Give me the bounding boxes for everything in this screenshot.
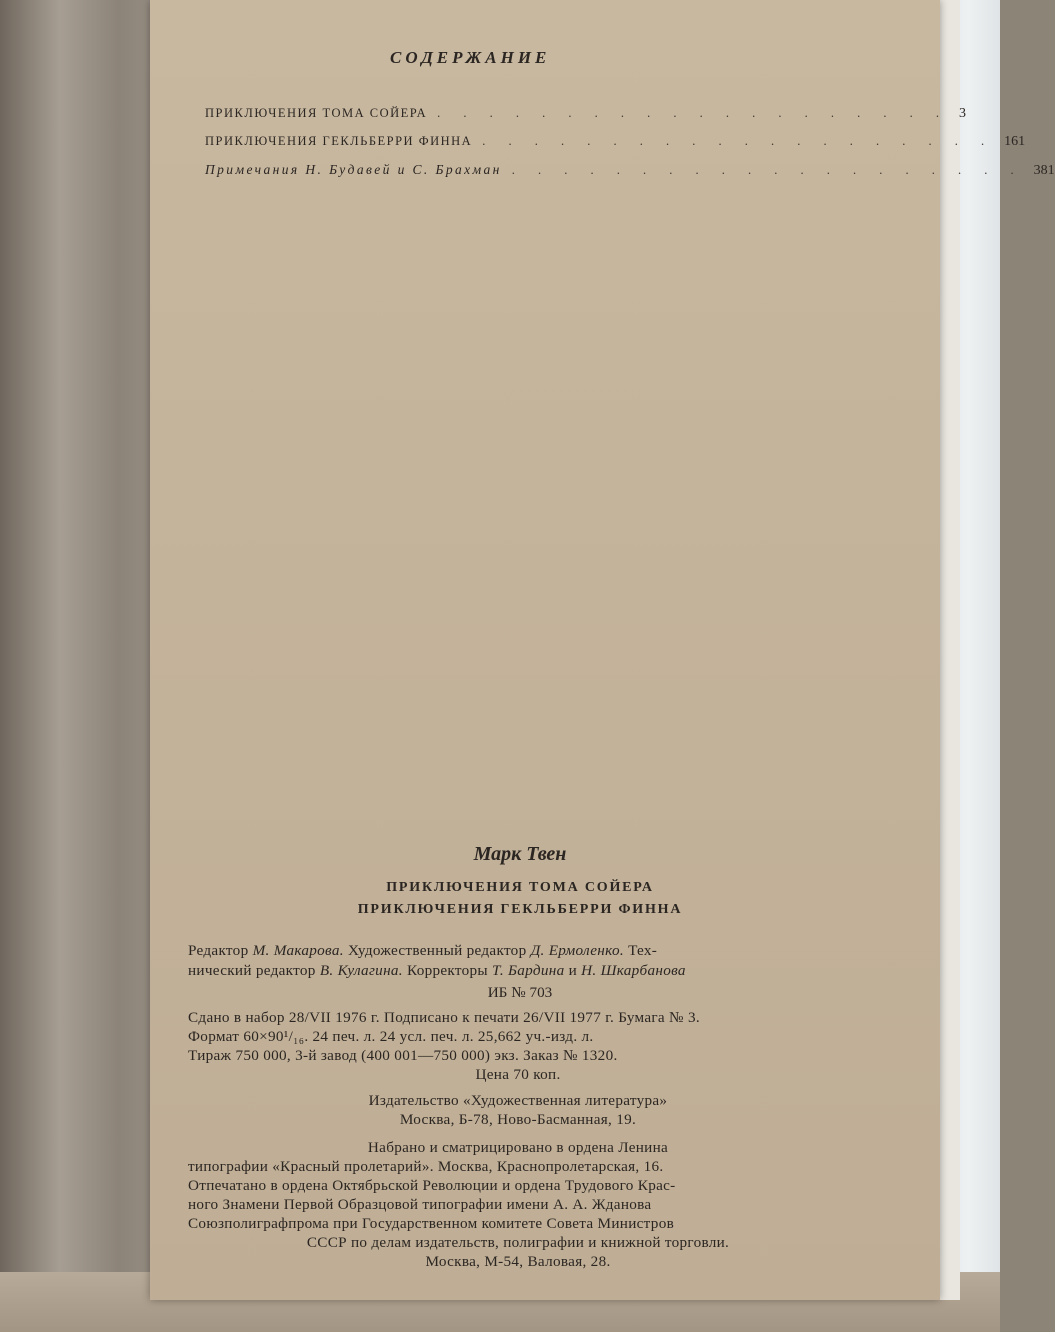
toc-entry-page: 381 — [1033, 163, 1055, 178]
toc-entry — [205, 162, 1055, 186]
proofreader-name: Н. Шкарбанова — [581, 962, 686, 979]
background-left — [0, 0, 170, 1332]
printer-line: Набрано и сматрицировано в ордена Ленина — [367, 1139, 669, 1156]
tech-editor-label-cont: нический редактор — [188, 962, 316, 979]
editors-line — [188, 961, 848, 980]
toc-entry — [205, 106, 967, 130]
price-line: Цена 70 коп. — [475, 1066, 561, 1083]
art-editor-label: Художественный редактор — [347, 942, 527, 959]
tech-editor-name: В. Кулагина. — [319, 962, 403, 979]
printer-line: Отпечатано в ордена Октябрьской Революции и ордена Трудового Крас- — [188, 1177, 676, 1194]
toc-leader-dots: . . . . . . . . . . . . . . . . . . . . — [437, 106, 950, 120]
print-line: Формат 60×90¹/₁₆. 24 печ. л. 24 усл. печ. л. 25,662 уч.-изд. л. — [188, 1028, 594, 1045]
printer-line: типографии «Красный пролетарий». Москва, Краснопролетарская, 16. — [188, 1158, 664, 1175]
toc-entry-title: ПРИКЛЮЧЕНИЯ ТОМА СОЙЕРА — [205, 106, 428, 120]
printer-line: Союзполиграфпрома при Государственном комитете Совета Министров — [188, 1215, 675, 1232]
proofreader-name: Т. Бардина — [492, 962, 565, 979]
book-title-2: ПРИКЛЮЧЕНИЯ ГЕКЛЬБЕРРИ ФИННА — [357, 902, 683, 917]
toc-entry-title: Примечания Н. Будавей и С. Брахман — [205, 162, 502, 177]
art-editor-name: Д. Ермоленко. — [530, 942, 624, 959]
book-title-1: ПРИКЛЮЧЕНИЯ ТОМА СОЙЕРА — [386, 880, 654, 895]
editors-line — [188, 941, 848, 960]
tech-editor-label: Тех- — [628, 942, 658, 959]
publisher-address: Москва, Б-78, Ново-Басманная, 19. — [399, 1111, 637, 1128]
ib-number: ИБ № 703 — [487, 984, 553, 1001]
author-name: Марк Твен — [473, 843, 567, 865]
toc-entry-page: 161 — [1004, 134, 1026, 149]
publisher-line: Издательство «Художественная литература» — [368, 1092, 668, 1109]
conjunction: и — [568, 962, 578, 979]
toc-entry — [205, 134, 1026, 158]
printer-line: ного Знамени Первой Образцовой типографии имени А. А. Жданова — [188, 1196, 652, 1213]
toc-entry-page: 3 — [959, 106, 967, 121]
editor-label: Редактор — [188, 942, 249, 959]
print-line: Сдано в набор 28/VII 1976 г. Подписано к печати 26/VII 1977 г. Бумага № 3. — [188, 1009, 700, 1026]
print-line: Тираж 750 000, 3-й завод (400 001—750 000) экз. Заказ № 1320. — [188, 1047, 618, 1064]
contents-heading: СОДЕРЖАНИЕ — [390, 48, 551, 67]
toc-entry-title: ПРИКЛЮЧЕНИЯ ГЕКЛЬБЕРРИ ФИННА — [205, 134, 473, 148]
editor-name: М. Макарова. — [252, 942, 344, 959]
printer-line: СССР по делам издательств, полиграфии и книжной торговли. — [306, 1234, 730, 1251]
toc-leader-dots: . . . . . . . . . . . . . . . . . . . . — [511, 163, 1024, 177]
proofreaders-label: Корректоры — [407, 962, 488, 979]
printer-address: Москва, М-54, Валовая, 28. — [425, 1253, 611, 1270]
toc-leader-dots: . . . . . . . . . . . . . . . . . . . . — [482, 134, 995, 148]
